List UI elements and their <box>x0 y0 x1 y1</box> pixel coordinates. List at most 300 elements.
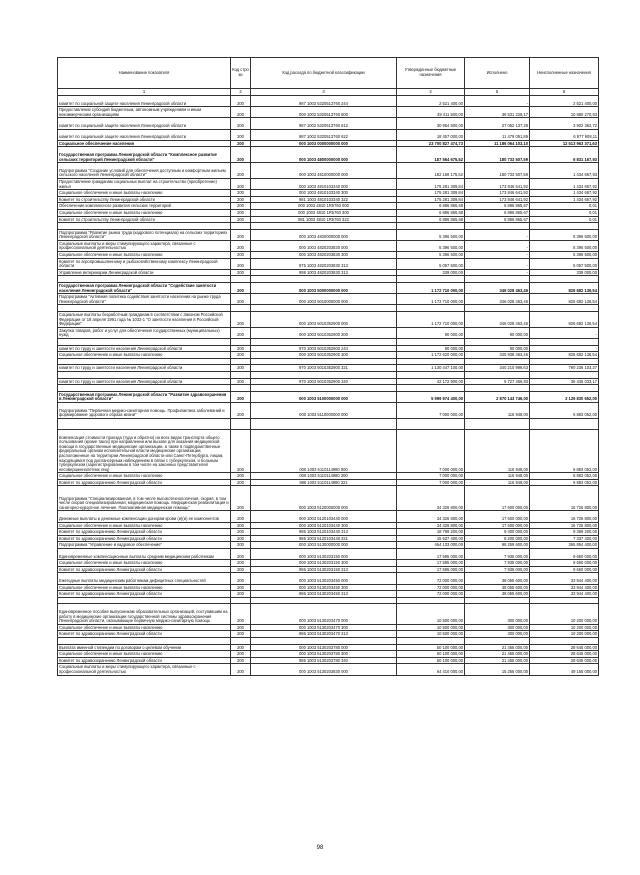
indicator-name-cell <box>58 358 231 365</box>
approved-amount-cell: 6 886 865,68 <box>397 209 465 216</box>
remaining-amount-cell: 6 883 052,00 <box>530 473 599 480</box>
executed-amount-cell: 346 028 463,46 <box>465 312 530 328</box>
classification-code-cell <box>251 637 397 644</box>
executed-amount-cell: 346 028 463,46 <box>465 294 530 305</box>
executed-amount-cell <box>465 358 530 365</box>
indicator-name-cell: Денежные выплаты и денежные компенсации донорам крови (и)(и) ее компонентов <box>58 511 231 522</box>
approved-amount-cell <box>397 305 465 312</box>
executed-amount-cell: 98 259 600,00 <box>465 542 530 549</box>
approved-amount-cell: 175 281 309,84 <box>397 196 465 203</box>
approved-amount-cell: 6 886 865,68 <box>397 203 465 210</box>
remaining-amount-cell: 6 883 052,00 <box>530 429 599 472</box>
approved-amount-cell: 23 700 827 474,73 <box>397 140 465 147</box>
column-number: 4 <box>397 89 465 96</box>
approved-amount-cell: 64 410 000,00 <box>397 664 465 675</box>
indicator-name-cell: Социальные выплаты и меры стимулирующего характера, связанные с профессиональной деятельностью <box>58 240 231 251</box>
executed-amount-cell <box>465 223 530 230</box>
remaining-amount-cell: 1 434 667,93 <box>530 163 599 179</box>
executed-amount-cell: 116 948,00 <box>465 429 530 472</box>
executed-amount-cell: 38 055 600,00 <box>465 573 530 584</box>
executed-amount-cell: 90 000,00 <box>465 345 530 352</box>
approved-amount-cell: 7 000 000,00 <box>397 402 465 418</box>
table-row <box>58 345 599 352</box>
indicator-name-cell: Социальное обеспечение и иные выплаты населению <box>58 560 231 567</box>
classification-code-cell: 986 1003 5120103440 313 <box>251 529 397 536</box>
classification-code-cell: 000 1003 4820203830 300 <box>251 252 397 259</box>
approved-amount-cell: 10 500 000,00 <box>397 624 465 631</box>
indicator-name-cell: комитет по социальной защите населения Ленинградской области <box>58 129 231 140</box>
remaining-amount-cell: 10 200 000,00 <box>530 624 599 631</box>
line-code-cell: 200 <box>231 312 251 328</box>
approved-amount-cell: 5 396 500,00 <box>397 240 465 251</box>
table-row <box>58 163 599 179</box>
table-row <box>58 542 599 549</box>
line-code-cell: 200 <box>231 345 251 352</box>
approved-amount-cell <box>397 223 465 230</box>
classification-code-cell: 000 1003 5120103440 000 <box>251 511 397 522</box>
indicator-name-cell: Подпрограмма "Управление и кадровое обеспечение" <box>58 542 231 549</box>
line-code-cell: 200 <box>231 542 251 549</box>
approved-amount-cell: 5 396 500,00 <box>397 252 465 259</box>
remaining-amount-cell: 6 883 052,00 <box>530 479 599 486</box>
line-code-cell: 200 <box>231 560 251 567</box>
line-code-cell: 200 <box>231 96 251 107</box>
line-code-cell <box>231 385 251 392</box>
executed-amount-cell: 90 000,00 <box>465 327 530 338</box>
classification-code-cell: 000 1003 5010352900 200 <box>251 327 397 338</box>
spacer-row <box>58 305 599 312</box>
line-code-cell: 200 <box>231 203 251 210</box>
approved-amount-cell: 339 000,00 <box>397 269 465 276</box>
classification-code-cell: 987 1002 5320513760 612 <box>251 118 397 129</box>
executed-amount-cell: 300 000,00 <box>465 604 530 624</box>
indicator-name-cell: Комитет по агропромышленному и рыбохозяйственному комплексу Ленинградской области <box>58 258 231 269</box>
table-row <box>58 664 599 675</box>
line-code-cell: 200 <box>231 529 251 536</box>
classification-code-cell <box>251 371 397 378</box>
line-code-cell <box>231 418 251 429</box>
classification-code-cell: 000 1003 5130203450 000 <box>251 573 397 584</box>
table-row <box>58 560 599 567</box>
classification-code-cell: 000 1003 5130203470 000 <box>251 604 397 624</box>
remaining-amount-cell: 5 396 500,00 <box>530 229 599 240</box>
line-code-cell: 200 <box>231 664 251 675</box>
approved-amount-cell <box>397 358 465 365</box>
classification-code-cell <box>251 418 397 429</box>
classification-code-cell: 986 1003 5130203780 340 <box>251 657 397 664</box>
indicator-name-cell: Подпрограмма "Создание условий для обеспечения доступным и комфортным жильем сельского населения Ленинградской области" <box>58 163 231 179</box>
table-row <box>58 196 599 203</box>
classification-code-cell: 000 1003 5010352900 000 <box>251 312 397 328</box>
spacer-row <box>58 385 599 392</box>
remaining-amount-cell: 5 057 500,00 <box>530 258 599 269</box>
approved-amount-cell: 42 172 900,00 <box>397 378 465 385</box>
remaining-amount-cell <box>530 597 599 604</box>
executed-amount-cell: 180 733 507,59 <box>465 163 530 179</box>
executed-amount-cell: 173 846 641,92 <box>465 190 530 197</box>
classification-code-cell <box>251 597 397 604</box>
line-code-cell: 200 <box>231 140 251 147</box>
executed-amount-cell: 38 531 229,17 <box>465 107 530 118</box>
remaining-amount-cell: 12 513 963 371,63 <box>530 140 599 147</box>
table-row <box>58 378 599 385</box>
line-code-cell: 200 <box>231 129 251 140</box>
classification-code-cell: 000 1003 4820203830 000 <box>251 240 397 251</box>
remaining-amount-cell: 16 726 800,00 <box>530 511 599 522</box>
executed-amount-cell: 11 479 091,89 <box>465 129 530 140</box>
approved-amount-cell <box>397 418 465 429</box>
classification-code-cell: 000 1003 4810 1R5760 300 <box>251 209 397 216</box>
indicator-name-cell: Комитет по здравоохранению Ленинградской области <box>58 529 231 536</box>
executed-amount-cell: 300 000,00 <box>465 631 530 638</box>
line-code-cell <box>231 637 251 644</box>
executed-amount-cell: 9 400 000,00 <box>465 529 530 536</box>
remaining-amount-cell <box>530 371 599 378</box>
executed-amount-cell: 173 846 641,92 <box>465 178 530 189</box>
executed-amount-cell <box>465 305 530 312</box>
classification-code-cell: 986 1003 5110114980 321 <box>251 479 397 486</box>
line-code-cell: 200 <box>231 107 251 118</box>
classification-code-cell: 000 1003 5120000000 000 <box>251 486 397 511</box>
line-code-cell: 200 <box>231 365 251 372</box>
remaining-amount-cell: 10 200 000,00 <box>530 604 599 624</box>
table-row <box>58 269 599 276</box>
classification-code-cell: 000 1003 4810103340 000 <box>251 178 397 189</box>
approved-amount-cell: 5 057 500,00 <box>397 258 465 269</box>
line-code-cell: 200 <box>231 624 251 631</box>
classification-code-cell: 000 1003 5130203150 000 <box>251 549 397 560</box>
remaining-amount-cell: 826 682 136,54 <box>530 352 599 359</box>
classification-code-cell: 000 1003 5130203780 000 <box>251 644 397 651</box>
table-header-row <box>58 58 599 89</box>
line-code-cell: 200 <box>231 294 251 305</box>
table-row <box>58 535 599 542</box>
executed-amount-cell <box>465 637 530 644</box>
indicator-name-cell: Единовременные компенсационные выплаты средним медицинским работникам <box>58 549 231 560</box>
classification-code-cell <box>251 338 397 345</box>
spacer-row <box>58 597 599 604</box>
executed-amount-cell: 38 055 600,00 <box>465 584 530 591</box>
remaining-amount-cell: 49 155 000,00 <box>530 664 599 675</box>
executed-amount-cell: 6 886 865,67 <box>465 203 530 210</box>
indicator-name-cell: Комитет по здравоохранению Ленинградской области <box>58 535 231 542</box>
approved-amount-cell: 10 500 000,00 <box>397 604 465 624</box>
executed-amount-cell <box>465 371 530 378</box>
indicator-name-cell: комитет по социальной защите населения Ленинградской области <box>58 118 231 129</box>
line-code-cell <box>231 338 251 345</box>
classification-code-cell: 000 1003 5130203780 300 <box>251 651 397 658</box>
line-code-cell: 200 <box>231 591 251 598</box>
line-code-cell: 200 <box>231 473 251 480</box>
line-code-cell: 200 <box>231 657 251 664</box>
approved-amount-cell: 90 000,00 <box>397 327 465 338</box>
table-row <box>58 391 599 402</box>
table-row <box>58 584 599 591</box>
table-row <box>58 479 599 486</box>
table-row <box>58 657 599 664</box>
table-row <box>58 190 599 197</box>
column-number: 3 <box>251 89 397 96</box>
line-code-cell: 200 <box>231 327 251 338</box>
line-code-cell: 200 <box>231 402 251 418</box>
executed-amount-cell: 5 727 466,83 <box>465 378 530 385</box>
executed-amount-cell <box>465 338 530 345</box>
table-row <box>58 566 599 573</box>
indicator-name-cell: Комитет по здравоохранению Ленинградской области <box>58 631 231 638</box>
indicator-name-cell: комитет по труду и занятости населения Ленинградской области <box>58 345 231 352</box>
executed-amount-cell: - <box>465 252 530 259</box>
approved-amount-cell: 1 172 620 000,00 <box>397 352 465 359</box>
executed-amount-cell: 300 000,00 <box>465 624 530 631</box>
table-row <box>58 312 599 328</box>
remaining-amount-cell: 1 434 667,92 <box>530 196 599 203</box>
approved-amount-cell <box>397 385 465 392</box>
classification-code-cell: 000 1003 5130203470 300 <box>251 624 397 631</box>
line-code-cell <box>231 371 251 378</box>
indicator-name-cell: Подпрограмма "Активная политика содействия занятости населения на рынке труда Ленинградской области" <box>58 294 231 305</box>
line-code-cell: 200 <box>231 549 251 560</box>
executed-amount-cell: 2 870 143 746,00 <box>465 391 530 402</box>
header-approved-appropriations: Утвержденные бюджетные назначения <box>397 58 465 89</box>
classification-code-cell: 000 1003 4810000000 000 <box>251 163 397 179</box>
executed-amount-cell: 340 210 996,63 <box>465 365 530 372</box>
approved-amount-cell: 72 000 000,00 <box>397 584 465 591</box>
line-code-cell: 200 <box>231 178 251 189</box>
approved-amount-cell <box>397 371 465 378</box>
remaining-amount-cell: 9 389 200,00 <box>530 529 599 536</box>
table-row <box>58 147 599 163</box>
line-code-cell: 200 <box>231 118 251 129</box>
table-row <box>58 529 599 536</box>
executed-amount-cell: - <box>465 269 530 276</box>
classification-code-cell: 000 1003 5130203450 300 <box>251 584 397 591</box>
indicator-name-cell: Ежегодные выплаты медицинским работникам дефицитных специальностей <box>58 573 231 584</box>
remaining-amount-cell: 0,01 <box>530 216 599 223</box>
table-row <box>58 651 599 658</box>
classification-code-cell: 000 1002 5320513760 600 <box>251 107 397 118</box>
table-row <box>58 96 599 107</box>
remaining-amount-cell <box>530 276 599 283</box>
approved-amount-cell: 34 326 800,00 <box>397 486 465 511</box>
table-row <box>58 294 599 305</box>
executed-amount-cell: 345 938 463,46 <box>465 352 530 359</box>
executed-amount-cell: 7 935 000,00 <box>465 566 530 573</box>
line-code-cell: 200 <box>231 651 251 658</box>
executed-amount-cell: 11 186 064 103,10 <box>465 140 530 147</box>
line-code-cell: 200 <box>231 631 251 638</box>
indicator-name-cell: Единовременное пособие выпускникам образовательных организаций, поступившим на работу в медицинские организации государственной системы здравоохранения Ленинградской области, оказывающие первичную медико-санитарную помощь <box>58 604 231 624</box>
approved-amount-cell: 34 326 800,00 <box>397 522 465 529</box>
approved-amount-cell: 7 000 000,00 <box>397 429 465 472</box>
classification-code-cell: 000 1003 5130203150 300 <box>251 560 397 567</box>
table-row <box>58 624 599 631</box>
approved-amount-cell: 17 595 000,00 <box>397 566 465 573</box>
executed-amount-cell <box>465 276 530 283</box>
classification-code-cell: 000 1003 5110114980 300 <box>251 473 397 480</box>
indicator-name-cell: Закупка товаров, работ и услуг для обеспечения государственных (муниципальных) нужд <box>58 327 231 338</box>
table-row <box>58 352 599 359</box>
remaining-amount-cell: 10 200 000,00 <box>530 631 599 638</box>
budget-execution-table <box>57 57 599 676</box>
classification-code-cell: 986 1003 5130203470 313 <box>251 631 397 638</box>
executed-amount-cell: 17 600 000,00 <box>465 486 530 511</box>
table-row <box>58 209 599 216</box>
indicator-name-cell: Государственная программа Ленинградской области "Комплексное развитие сельских территорий Ленинградской области" <box>58 147 231 163</box>
line-code-cell: 200 <box>231 486 251 511</box>
executed-amount-cell: 346 028 463,46 <box>465 283 530 294</box>
approved-amount-cell: 182 168 175,52 <box>397 163 465 179</box>
line-code-cell: 200 <box>231 209 251 216</box>
approved-amount-cell: 17 595 000,00 <box>397 549 465 560</box>
line-code-cell: 200 <box>231 147 251 163</box>
approved-amount-cell: 5 396 500,00 <box>397 229 465 240</box>
indicator-name-cell: Управление ветеринарии Ленинградской области <box>58 269 231 276</box>
executed-amount-cell: 6 886 865,67 <box>465 209 530 216</box>
indicator-name-cell: Обеспечение комплексного развития сельских территорий <box>58 203 231 210</box>
indicator-name-cell: Предоставление субсидий бюджетным, автономным учреждениям и иным некоммерческим организациям <box>58 107 231 118</box>
indicator-name-cell <box>58 371 231 378</box>
table-row <box>58 511 599 522</box>
line-code-cell: 200 <box>231 429 251 472</box>
indicator-name-cell: Выплата именной стипендии по договорам о целевом обучении <box>58 644 231 651</box>
line-code-cell: 200 <box>231 479 251 486</box>
indicator-name-cell: комитет по труду и занятости населения Ленинградской области <box>58 378 231 385</box>
line-code-cell <box>231 597 251 604</box>
classification-code-cell <box>251 358 397 365</box>
column-number: 2 <box>231 89 251 96</box>
classification-code-cell: 000 1003 4820000000 000 <box>251 229 397 240</box>
line-code-cell: 200 <box>231 644 251 651</box>
indicator-name-cell: Социальное обеспечение и иные выплаты населению <box>58 651 231 658</box>
remaining-amount-cell: 5 396 500,00 <box>530 240 599 251</box>
executed-amount-cell: - <box>465 229 530 240</box>
table-row <box>58 429 599 472</box>
approved-amount-cell: 90 000,00 <box>397 345 465 352</box>
executed-amount-cell: 8 200 000,00 <box>465 535 530 542</box>
remaining-amount-cell <box>530 338 599 345</box>
line-code-cell: 200 <box>231 352 251 359</box>
indicator-name-cell: Государственная программа Ленинградской области "Содействие занятости населения Ленинградской области" <box>58 283 231 294</box>
remaining-amount-cell: - <box>530 327 599 338</box>
classification-code-cell <box>251 385 397 392</box>
spacer-row <box>58 338 599 345</box>
executed-amount-cell: 17 600 000,00 <box>465 511 530 522</box>
table-row <box>58 178 599 189</box>
indicator-name-cell: Подпрограмма "Специализированная, в том числе высокотехнологичная, скорая, в том числе скорая специализированная, медицинская помощь. Медицинская реабилитация и санаторно-курортное лечение. Паллиативная медицинская помощь" <box>58 486 231 511</box>
remaining-amount-cell: 1 434 667,92 <box>530 190 599 197</box>
indicator-name-cell <box>58 305 231 312</box>
executed-amount-cell: 116 948,00 <box>465 473 530 480</box>
line-code-cell: 200 <box>231 190 251 197</box>
approved-amount-cell <box>397 637 465 644</box>
classification-code-cell: 000 1003 0000000000 000 <box>251 140 397 147</box>
remaining-amount-cell <box>530 358 599 365</box>
executed-amount-cell: 17 600 000,00 <box>465 522 530 529</box>
remaining-amount-cell: 0,01 <box>530 203 599 210</box>
line-code-cell <box>231 358 251 365</box>
line-code-cell: 200 <box>231 511 251 522</box>
header-unexecuted-appropriations: Неисполненные назначения <box>530 58 599 89</box>
indicator-name-cell: Социальное обеспечение и иные выплаты населению <box>58 624 231 631</box>
executed-amount-cell: - <box>465 240 530 251</box>
classification-code-cell: 975 1003 4820203830 313 <box>251 258 397 269</box>
remaining-amount-cell: - <box>530 345 599 352</box>
table-row <box>58 283 599 294</box>
approved-amount-cell <box>397 338 465 345</box>
indicator-name-cell: Подпрограмма "Развитие рынка труда (кадрового потенциала) на сельских территориях Ленинградской области" <box>58 229 231 240</box>
approved-amount-cell: 17 595 000,00 <box>397 560 465 567</box>
line-code-cell: 200 <box>231 269 251 276</box>
indicator-name-cell <box>58 418 231 429</box>
table-row <box>58 240 599 251</box>
classification-code-cell: 000 1003 5000000000 000 <box>251 283 397 294</box>
remaining-amount-cell: 826 682 136,54 <box>530 294 599 305</box>
executed-amount-cell: 7 935 000,00 <box>465 560 530 567</box>
approved-amount-cell: 175 281 309,84 <box>397 190 465 197</box>
indicator-name-cell <box>58 223 231 230</box>
indicator-name-cell: Комитет по здравоохранению Ленинградской области <box>58 479 231 486</box>
header-line-code: Код стро ки <box>231 58 251 89</box>
table-row <box>58 573 599 584</box>
executed-amount-cell: 173 846 641,92 <box>465 196 530 203</box>
remaining-amount-cell: 16 726 800,00 <box>530 522 599 529</box>
approved-amount-cell: 15 537 400,00 <box>397 535 465 542</box>
indicator-name-cell: Комитет по здравоохранению Ленинградской области <box>58 657 231 664</box>
classification-code-cell: 000 1003 5010352900 300 <box>251 352 397 359</box>
remaining-amount-cell: 10 880 270,83 <box>530 107 599 118</box>
approved-amount-cell: 34 326 800,00 <box>397 511 465 522</box>
classification-code-cell: 986 1003 5130203450 313 <box>251 591 397 598</box>
table-row <box>58 258 599 269</box>
executed-amount-cell: 15 255 000,00 <box>465 664 530 675</box>
classification-code-cell: 000 1003 5100000000 000 <box>251 391 397 402</box>
remaining-amount-cell: 2 521 400,00 <box>530 96 599 107</box>
header-executed: Исполнено <box>465 58 530 89</box>
classification-code-cell: 981 1003 4810 1R5760 322 <box>251 216 397 223</box>
classification-code-cell: 000 1003 4810103340 300 <box>251 190 397 197</box>
approved-amount-cell: 1 172 710 000,00 <box>397 283 465 294</box>
remaining-amount-cell <box>530 223 599 230</box>
column-number: 5 <box>465 89 530 96</box>
remaining-amount-cell: 339 000,00 <box>530 269 599 276</box>
indicator-name-cell: Комитет по здравоохранению Ленинградской области <box>58 566 231 573</box>
approved-amount-cell: 49 411 500,00 <box>397 107 465 118</box>
indicator-name-cell: Социальное обеспечение и иные выплаты населению <box>58 352 231 359</box>
remaining-amount-cell: 6 977 908,11 <box>530 129 599 140</box>
remaining-amount-cell: 6 883 052,00 <box>530 402 599 418</box>
remaining-amount-cell: 28 645 000,00 <box>530 651 599 658</box>
remaining-amount-cell: 16 726 800,00 <box>530 486 599 511</box>
executed-amount-cell: 116 948,00 <box>465 402 530 418</box>
indicator-name-cell: Социальные выплаты и меры стимулирующего характера, связанные с профессиональной деятельностью <box>58 664 231 675</box>
indicator-name-cell: Государственная программа Ленинградской области "Развитие здравоохранения в Ленинградской области" <box>58 391 231 402</box>
column-number: 6 <box>530 89 599 96</box>
line-code-cell: 200 <box>231 584 251 591</box>
remaining-amount-cell: 33 944 400,00 <box>530 584 599 591</box>
executed-amount-cell <box>465 385 530 392</box>
remaining-amount-cell <box>530 385 599 392</box>
line-code-cell: 200 <box>231 283 251 294</box>
spacer-row <box>58 418 599 429</box>
approved-amount-cell: 175 281 309,84 <box>397 178 465 189</box>
approved-amount-cell <box>397 597 465 604</box>
line-code-cell: 200 <box>231 229 251 240</box>
approved-amount-cell: 7 000 000,00 <box>397 473 465 480</box>
line-code-cell <box>231 223 251 230</box>
indicator-name-cell: Социальное обеспечение и иные выплаты населению <box>58 522 231 529</box>
classification-code-cell: 970 1003 5010352900 340 <box>251 378 397 385</box>
line-code-cell <box>231 276 251 283</box>
